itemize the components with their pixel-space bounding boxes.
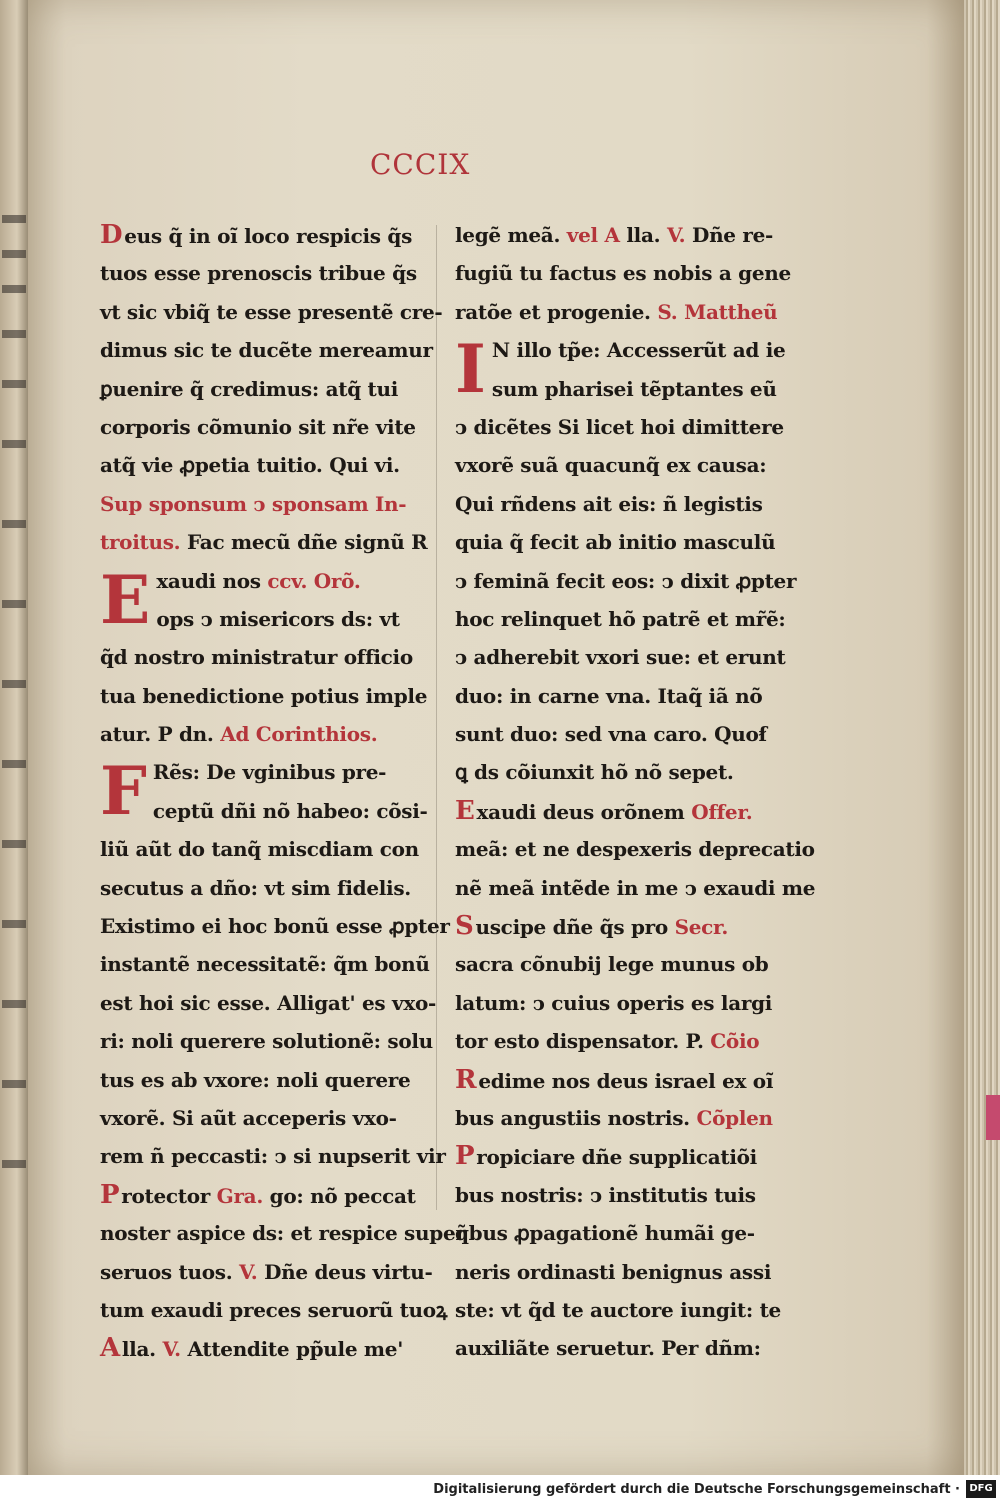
rubric-text: Sup sponsum ↄ sponsam In- [100,491,407,516]
text-line [455,945,775,983]
text-line [100,869,420,907]
text-line [100,216,420,254]
line-text: q̃d nostro ministratur officio [100,645,413,670]
text-line [100,907,450,945]
column-divider [436,225,437,1210]
text-line [100,523,428,561]
text-line [100,1253,433,1291]
text-line [455,446,775,484]
left-text-column [100,216,466,1368]
line-text: ꝑuenire q̃ credimus: atq̃ tui [100,376,399,401]
rubric-text: ccv. Orõ. [260,568,361,593]
line-text: duo: in carne vna. Itaq̃ iã nõ [455,683,763,708]
text-line [455,370,775,408]
text-line [100,485,420,523]
rubricated-initial: A [100,1333,120,1364]
line-text: secutus a dño: vt sim fidelis. [100,875,411,900]
line-text: liũ aũt do tanq̃ miscdiam con [100,837,419,862]
line-text: Attendite pp̃ule me' [180,1337,404,1362]
text-line [455,677,775,715]
text-line [100,792,428,830]
line-text: neris ordinasti benignus assi [455,1259,772,1284]
text-line [455,1291,781,1329]
line-text: rem ñ peccasti: ↄ si nupserit vir [100,1144,446,1169]
facing-page-edge [0,0,28,1475]
text-line [100,753,420,791]
line-text: go: nõ peccat [263,1183,416,1208]
text-line [455,1176,775,1214]
line-text: vxorẽ. Si aũt acceperis vxo- [100,1105,397,1130]
line-text: Qui rñdens ait eis: ñ legistis [455,491,763,516]
page-fore-edge [964,0,1000,1475]
rubricated-initial: S [455,911,474,942]
line-text: uscipe dñe q̃s pro [475,915,668,940]
line-text: ste: vt q̃d te auctore iungit: te [455,1297,781,1322]
text-line [455,1022,775,1060]
line-text: corporis cõmunio sit nr̃e vite [100,414,416,439]
line-text: seruos tuos. [100,1259,233,1284]
text-line [100,1137,446,1175]
line-text: vt sic vbiq̃ te esse presentẽ cre- [100,299,443,324]
text-line [455,1329,775,1367]
line-text: ratõe et progenie. [455,299,651,324]
line-text: ops ↄ misericors ds: vt [156,606,400,631]
text-line [455,562,797,600]
text-line [100,408,420,446]
line-text: tus es ab vxore: noli querere [100,1067,411,1092]
line-text: N illo tp̃e: Accesserũt ad ie [491,338,786,363]
text-line [455,984,775,1022]
line-text: bus nostris: ↄ institutis tuis [455,1182,756,1207]
text-line [100,293,443,331]
text-line [100,715,420,753]
text-line [100,1329,420,1367]
decorated-initial: E [100,560,151,639]
text-line [455,638,786,676]
line-text: dimus sic te ducẽte mereamur [100,338,433,363]
right-text-column [455,216,816,1368]
rubric-text: troitus. [100,530,181,555]
line-text: hoc relinquet hõ patrẽ et mr̃ẽ: [455,606,786,631]
line-text: vxorẽ suã quacunq̃ ex causa: [455,453,767,478]
line-text: lla. [619,223,661,247]
line-text: est hoi sic esse. Alligat' es vxo- [100,990,437,1015]
text-line [100,331,433,369]
text-line [455,523,775,561]
text-line [455,1253,775,1291]
line-text: noster aspice ds: et respice super [100,1221,466,1246]
line-text: tuos esse prenoscis tribue q̃s [100,261,417,286]
text-line [455,869,816,907]
text-line [100,1176,420,1214]
folio-number: CCCIX [370,148,471,181]
text-line [100,830,420,868]
rubric-text: V. [660,223,686,247]
dfg-logo: DFG [966,1480,996,1498]
line-text: atur. P dn. [100,722,214,747]
text-line [100,945,430,983]
line-text: Dñe re- [685,223,774,247]
text-line [455,293,778,331]
rubricated-initial: E [455,795,475,826]
rubricated-initial: P [100,1179,120,1210]
line-text: ↄ dicẽtes Si licet hoi dimittere [455,414,784,439]
rubricated-initial: P [455,1141,475,1172]
text-line [100,1099,420,1137]
line-text: ↄ adherebit vxori sue: et erunt [455,645,786,670]
text-line [100,638,420,676]
line-text: sacra cõnubij lege munus ob [455,952,769,977]
line-text: lla. [121,1337,156,1362]
line-text: ↄ feminã fecit eos: ↄ dixit ꝓpter [455,568,797,593]
line-text: Dñe deus virtu- [257,1259,433,1284]
line-text: tum exaudi preces seruorũ tuoꝝ [100,1297,448,1322]
text-line [455,907,775,945]
text-line [455,331,786,369]
line-text: bus angustiis nostris. [455,1105,690,1130]
text-line [455,753,775,791]
rubric-text: Secr. [667,915,729,940]
text-line [100,1214,466,1252]
line-text: ri: noli querere solutionẽ: solu [100,1029,433,1054]
line-text: fugiũ tu factus es nobis a gene [455,261,791,286]
line-text: quia q̃ fecit ab initio masculũ [455,530,776,555]
decorated-initial: F [100,752,147,831]
line-text: latum: ↄ cuius operis es largi [455,990,773,1015]
line-text: auxiliãte seruetur. Per dñm: [455,1336,761,1361]
text-line [100,1291,448,1329]
line-text: nẽ meã intẽde in me ↄ exaudi me [455,875,816,900]
line-text: ceptũ dñi nõ habeo: cõsi- [152,798,428,823]
line-text: tor esto dispensator. P. [455,1029,704,1054]
rubric-text: Cõio [703,1029,760,1054]
text-line [100,254,420,292]
text-line [455,1061,775,1099]
text-line [455,216,775,254]
line-text: ropiciare dñe supplicatiõi [476,1145,757,1170]
text-line [455,485,775,523]
text-line [100,677,428,715]
line-text: rotector [121,1183,210,1208]
text-line [455,792,775,830]
bookmark-ribbon [986,1095,1000,1140]
decorated-initial: I [455,330,486,409]
text-line [100,370,420,408]
text-line [100,446,420,484]
rubric-text: Offer. [684,799,753,824]
rubric-text: S. Mattheũ [650,299,778,324]
rubric-text: Cõplen [689,1105,773,1130]
line-text: xaudi deus orõnem [476,799,685,824]
text-line [100,1061,420,1099]
text-line [455,408,784,446]
line-text: eus q̃ in oĩ loco respicis q̃s [124,224,413,248]
text-line [455,715,775,753]
text-line [100,984,437,1022]
text-line [100,1022,433,1060]
line-text: sunt duo: sed vna caro. Quoẜ [455,722,767,747]
line-text: meã: et ne despexeris deprecatio [455,837,815,862]
rubric-text: Ad Corinthios. [213,722,378,747]
text-line [455,830,815,868]
line-text: xaudi nos [156,568,261,593]
text-line [455,254,791,292]
rubricated-initial: R [455,1064,477,1095]
line-text: Fac mecũ dñe signũ R [180,530,428,555]
text-line [455,1214,775,1252]
line-text: sum pharisei tẽptantes eũ [491,376,777,401]
line-text: atq̃ vie ꝓpetia tuitio. Qui vi. [100,453,400,478]
line-text: instantẽ necessitatẽ: q̃m bonũ [100,952,430,977]
rubric-text: V. [155,1337,181,1362]
text-line [455,1137,775,1175]
rubric-text: V. [232,1259,258,1284]
footer-credit: Digitalisierung gefördert durch die Deutsche Forschungsgemeinschaft · [433,1482,960,1497]
rubric-text: Gra. [210,1183,264,1208]
line-text: legẽ meã. [455,223,561,247]
line-text: tua benedictione potius imple [100,683,428,708]
line-text: Rẽs: De vginibus pre- [152,760,387,785]
line-text: ꝗ ds cõiunxit hõ nõ sepet. [455,760,734,785]
line-text: Existimo ei hoc bonũ esse ꝓpter [100,914,450,939]
rubric-text: vel A [560,223,620,247]
text-line [455,600,786,638]
text-line [455,1099,775,1137]
line-text: q̃bus ꝓpagationẽ humãi ge- [455,1221,755,1246]
line-text: edime nos deus israel ex oĩ [478,1068,774,1093]
digitization-footer [0,1475,1000,1504]
rubricated-initial: D [100,220,123,250]
